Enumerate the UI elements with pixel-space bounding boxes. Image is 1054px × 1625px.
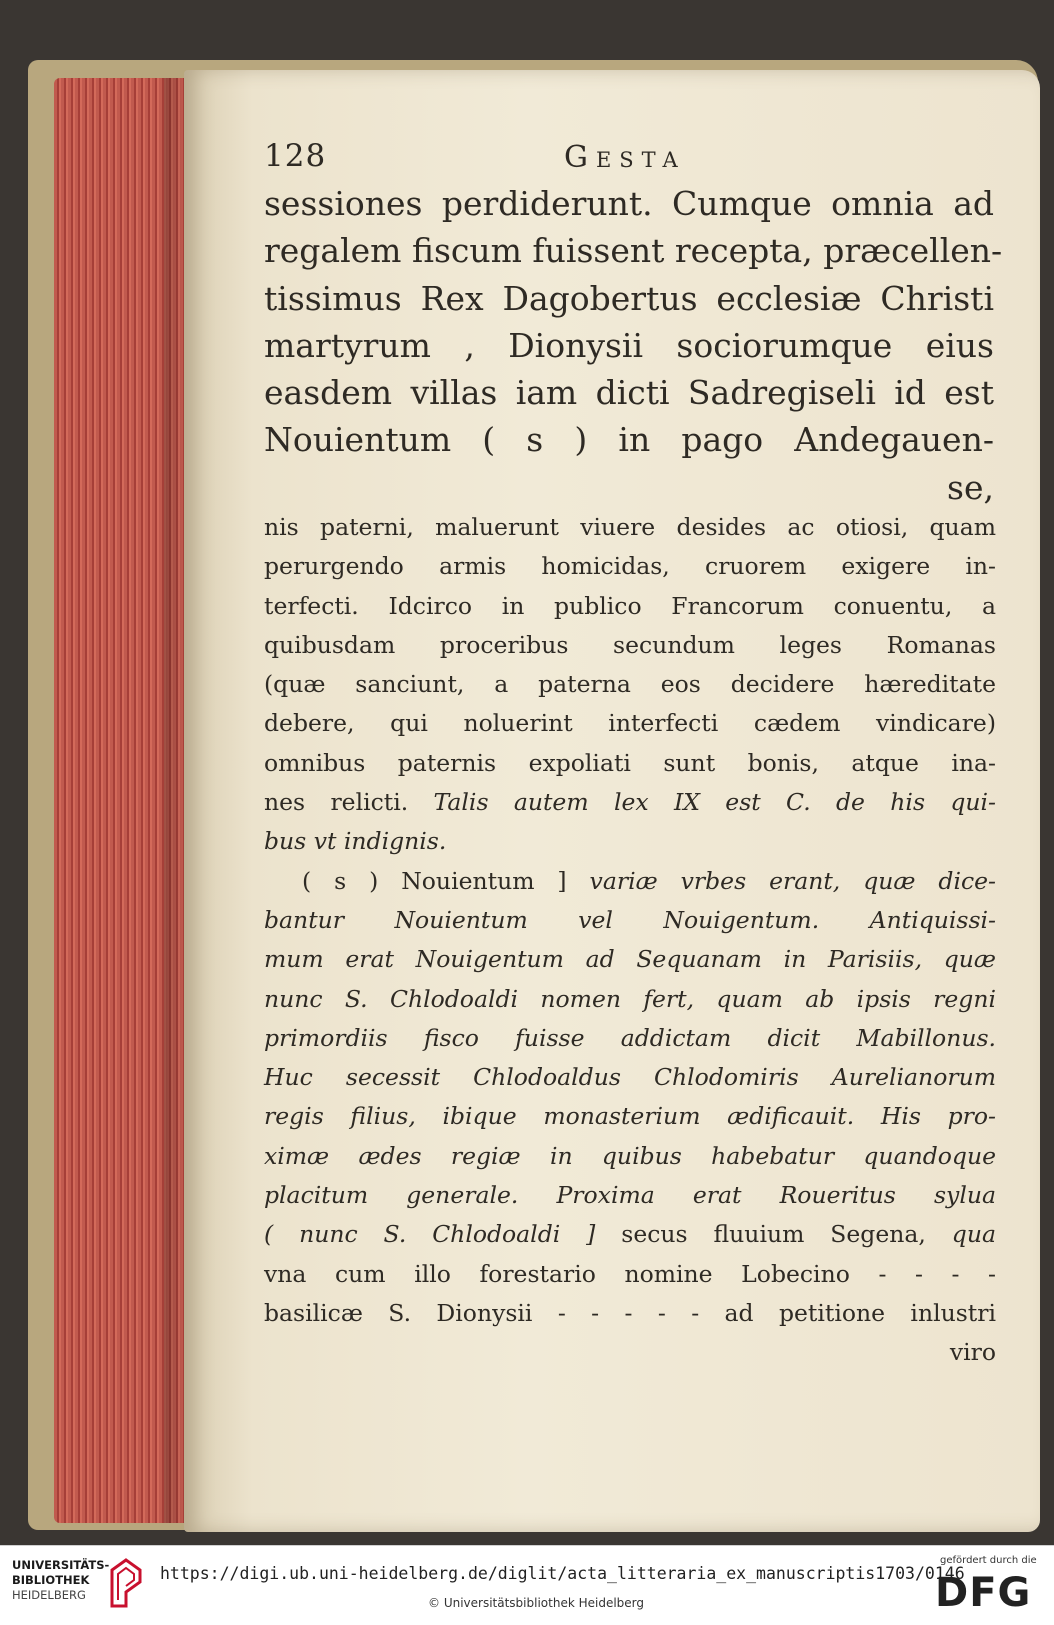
text-line: bus vt indignis. (264, 827, 447, 856)
text-line: mum erat Nouigentum ad Sequanam in Parisiis, quæ (264, 945, 996, 974)
text-line: regalem fiscum fuissent recepta, præcellen- (264, 231, 1003, 271)
catchword: se, (947, 467, 994, 507)
text-segment: nes relicti. (264, 788, 409, 817)
text-line: regis filius, ibique monasterium ædificauit. His pro- (264, 1102, 996, 1131)
text-line: omnibus paternis expoliati sunt bonis, atque ina- (264, 748, 996, 777)
text-line: Huc secessit Chlodoaldus Chlodomiris Aurelianorum (264, 1063, 996, 1092)
text-line (264, 783, 996, 822)
viewer-footer (0, 1545, 1054, 1625)
text-line: quibusdam proceribus secundum leges Romanas (264, 630, 996, 659)
text-line: nunc S. Chlodoaldi nomen fert, quam ab ipsis regni (264, 984, 996, 1013)
text-line: Nouientum ( s ) in pago Andegauen- (264, 420, 994, 460)
text-line (264, 1215, 996, 1254)
text-line: martyrum , Dionysii sociorumque eius (264, 325, 994, 365)
text-segment: secus fluuium Segena, (621, 1220, 926, 1249)
text-line: vna cum illo forestario nomine Lobecino - - - - (264, 1259, 996, 1288)
text-line: debere, qui noluerint interfecti cædem vindicare) (264, 709, 996, 738)
text-line: ximæ ædes regiæ in quibus habebatur quandoque (264, 1141, 996, 1170)
red-page-edges (54, 78, 184, 1523)
ub-heidelberg-logo[interactable] (12, 1558, 108, 1603)
text-line: primordiis fisco fuisse addictam dicit Mabillonus. (264, 1023, 996, 1052)
catchword: viro (949, 1338, 996, 1367)
text-line: (quæ sanciunt, a paterna eos decidere hæreditate (264, 670, 996, 699)
funding-label: gefördert durch die (940, 1555, 1037, 1566)
text-line: nis paterni, maluerunt viuere desides ac otiosi, quam (264, 513, 996, 541)
institution-line: BIBLIOTHEK (12, 1573, 90, 1587)
italic-segment: qua (951, 1220, 996, 1249)
italic-segment: ( nunc S. Chlodoaldi ] (264, 1220, 596, 1249)
main-text (264, 180, 1003, 511)
institution-line: HEIDELBERG (12, 1588, 86, 1602)
ub-logo-icon (106, 1556, 146, 1612)
footnote-text (264, 508, 996, 1373)
dfg-logo[interactable]: DFG (935, 1570, 1032, 1616)
italic-segment: Talis autem lex IX est C. de his qui- (433, 788, 996, 817)
text-line: easdem villas iam dicti Sadregiseli id est (264, 373, 994, 413)
text-line: tissimus Rex Dagobertus ecclesiæ Christi (264, 278, 994, 318)
text-line: placitum generale. Proxima erat Roueritus sylua (264, 1181, 996, 1210)
institution-line: UNIVERSITÄTS- (12, 1558, 110, 1572)
text-line: bantur Nouientum vel Nouigentum. Antiquissi- (264, 905, 996, 934)
italic-segment: variæ vrbes erant, quæ dice- (589, 866, 996, 895)
text-line: perurgendo armis homicidas, cruorem exigere in- (264, 552, 996, 581)
text-line: sessiones perdiderunt. Cumque omnia ad (264, 184, 994, 223)
text-line: terfecti. Idcirco in publico Francorum conuentu, a (264, 591, 996, 620)
text-line: basilicæ S. Dionysii - - - - - ad petitione inlustri (264, 1298, 996, 1327)
copyright-notice: © Universitätsbibliothek Heidelberg (428, 1596, 645, 1610)
permalink-url[interactable]: https://digi.ub.uni-heidelberg.de/diglit/acta_litteraria_ex_manuscriptis1703/0146 (160, 1564, 965, 1583)
page-number: 128 (264, 138, 327, 174)
running-head: Gesta (564, 140, 686, 175)
footnote-marker: ( s ) Nouientum ] (302, 866, 567, 895)
page-header (264, 138, 1024, 180)
footnote-start (264, 862, 996, 901)
